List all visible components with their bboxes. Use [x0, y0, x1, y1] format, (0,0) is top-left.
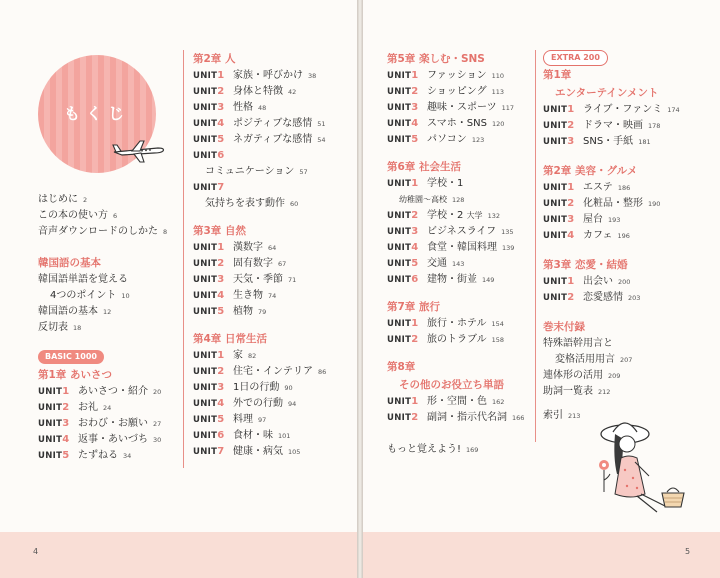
- page-ref: 196: [617, 232, 630, 240]
- unit-entry[interactable]: [193, 116, 353, 132]
- page-ref: 190: [648, 200, 661, 208]
- unit-entry[interactable]: [193, 364, 353, 380]
- footer-band: [363, 532, 720, 578]
- unit-tag: UNIT7: [193, 446, 225, 457]
- entry-label: 助詞一覧表: [543, 386, 593, 397]
- toc-entry[interactable]: [543, 336, 719, 352]
- page-ref: 186: [617, 184, 631, 192]
- unit-entry[interactable]: [193, 428, 353, 444]
- unit-tag: UNIT5: [193, 134, 225, 145]
- chapter-subtitle: その他のお役立ち単語: [399, 379, 504, 391]
- unit-tag: UNIT3: [387, 102, 419, 113]
- page-ref: 117: [501, 104, 515, 112]
- entry-label: 固有数字: [233, 258, 273, 269]
- toc-entry[interactable]: [38, 224, 178, 240]
- entry-label: もっと覚えよう!: [387, 444, 462, 455]
- unit-entry[interactable]: [38, 432, 178, 448]
- unit-entry[interactable]: [38, 384, 178, 400]
- page-ref: 209: [608, 372, 621, 380]
- unit-entry[interactable]: [387, 132, 537, 148]
- unit-tag: UNIT5: [38, 450, 70, 461]
- toc-entry[interactable]: [38, 304, 178, 320]
- page-ref: 154: [491, 320, 504, 328]
- unit-tag: UNIT1: [387, 318, 419, 329]
- unit-entry[interactable]: [193, 444, 353, 460]
- unit-tag: UNIT1: [543, 182, 575, 193]
- unit-entry[interactable]: [193, 412, 353, 428]
- page-ref: 143: [452, 260, 465, 268]
- unit-entry[interactable]: [387, 68, 537, 84]
- page-ref: 132: [487, 212, 500, 220]
- unit-entry[interactable]: [543, 290, 719, 306]
- unit-tag: UNIT2: [543, 120, 575, 131]
- page-ref: 64: [268, 244, 277, 252]
- basic-badge: BASIC 1000: [38, 350, 104, 364]
- entry-label: 化粧品・整形: [583, 198, 643, 209]
- page-ref: 169: [466, 446, 479, 454]
- unit-entry[interactable]: [193, 288, 353, 304]
- page-ref: 82: [248, 352, 257, 360]
- page-ref: 6: [113, 212, 118, 220]
- unit-entry[interactable]: [193, 396, 353, 412]
- entry-label: 外での行動: [233, 398, 283, 409]
- page-ref: 174: [667, 106, 680, 114]
- page-ref: 34: [123, 452, 132, 460]
- page-ref: 158: [491, 336, 505, 344]
- unit-entry[interactable]: [387, 100, 537, 116]
- page-ref: 86: [318, 368, 327, 376]
- unit-tag: UNIT1: [543, 104, 575, 115]
- page-ref: 20: [153, 388, 162, 396]
- page-ref: 71: [288, 276, 297, 284]
- entry-label: コミュニケーション: [205, 166, 295, 177]
- unit-tag: UNIT4: [387, 118, 419, 129]
- entry-label: 料理: [233, 414, 253, 425]
- entry-label: 気持ちを表す動作: [205, 198, 285, 209]
- unit-tag: UNIT4: [193, 118, 225, 129]
- page-ref: 135: [501, 228, 514, 236]
- unit-tag: UNIT2: [38, 402, 70, 413]
- entry-label: 交通: [427, 258, 447, 269]
- page-ref: 10: [121, 292, 130, 300]
- unit-tag: UNIT4: [387, 242, 419, 253]
- entry-label: 1日の行動: [233, 382, 280, 393]
- chapter-title: 第4章 日常生活: [193, 333, 267, 345]
- toc-entry[interactable]: [38, 320, 178, 336]
- unit-entry[interactable]: [387, 394, 537, 410]
- entry-label: 特殊語幹用言と: [543, 338, 613, 349]
- page-ref: 213: [568, 412, 581, 420]
- unit-tag: UNIT3: [543, 136, 575, 147]
- page-ref: 149: [482, 276, 495, 284]
- unit-entry[interactable]: [387, 316, 537, 332]
- page-ref: 207: [620, 356, 633, 364]
- page-ref: 193: [608, 216, 621, 224]
- entry-label: 旅行・ホテル: [427, 318, 487, 329]
- unit-entry[interactable]: [543, 118, 719, 134]
- unit-tag: UNIT1: [38, 386, 70, 397]
- unit-tag: UNIT1: [387, 70, 419, 81]
- entry-label: 学校・1: [427, 178, 464, 189]
- section-heading: 韓国語の基本: [38, 257, 101, 269]
- entry-label: 恋愛感情: [583, 292, 623, 303]
- entry-label: 家族・呼びかけ: [233, 70, 303, 81]
- toc-entry[interactable]: [543, 368, 719, 384]
- unit-tag: UNIT4: [193, 398, 225, 409]
- page-ref: 113: [491, 88, 505, 96]
- unit-entry-continued[interactable]: [193, 164, 353, 180]
- page-ref: 12: [103, 308, 112, 316]
- right-page: [363, 0, 720, 578]
- unit-entry[interactable]: [193, 148, 353, 164]
- extra-badge: EXTRA 200: [543, 50, 608, 66]
- column-divider: [183, 50, 184, 468]
- entry-label: ファッション: [427, 70, 487, 81]
- unit-tag: UNIT3: [193, 274, 225, 285]
- page-ref: 79: [258, 308, 267, 316]
- entry-label: 索引: [543, 410, 563, 421]
- unit-entry[interactable]: [543, 196, 719, 212]
- entry-label: 変格活用用言: [555, 354, 615, 365]
- entry-label: ドラマ・映画: [583, 120, 643, 131]
- page-ref: 18: [73, 324, 82, 332]
- unit-tag: UNIT5: [387, 258, 419, 269]
- unit-entry[interactable]: [387, 208, 537, 224]
- unit-entry[interactable]: [193, 272, 353, 288]
- entry-label: パソコン: [427, 134, 467, 145]
- entry-label: お礼: [78, 402, 98, 413]
- basket-bag-icon: [659, 484, 687, 508]
- toc-entry[interactable]: [38, 192, 178, 208]
- entry-label: 旅のトラブル: [427, 334, 487, 345]
- chapter-title: 第1章: [543, 69, 572, 81]
- page-ref: 90: [284, 384, 293, 392]
- entry-label: エステ: [583, 182, 613, 193]
- unit-entry[interactable]: [387, 332, 537, 348]
- entry-label: スマホ・SNS: [427, 118, 487, 129]
- unit-tag: UNIT2: [387, 210, 419, 221]
- page-ref: 203: [628, 294, 641, 302]
- left-page: [0, 0, 357, 578]
- unit-tag: UNIT5: [193, 414, 225, 425]
- unit-tag: UNIT3: [387, 226, 419, 237]
- page-ref: 178: [648, 122, 661, 130]
- entry-label: 趣味・スポーツ: [427, 102, 497, 113]
- unit-entry[interactable]: [543, 180, 719, 196]
- unit-entry[interactable]: [193, 348, 353, 364]
- entry-label: ライブ・ファンミ: [583, 104, 663, 115]
- unit-tag: UNIT6: [193, 150, 225, 161]
- unit-tag: UNIT2: [387, 86, 419, 97]
- entry-label: 家: [233, 350, 243, 361]
- page-ref: 166: [512, 414, 525, 422]
- entry-label: 住宅・インテリア: [233, 366, 313, 377]
- entry-label: あいさつ・紹介: [78, 386, 148, 397]
- entry-label: 連体形の活用: [543, 370, 603, 381]
- toc-entry[interactable]: [38, 272, 178, 288]
- unit-entry[interactable]: [543, 134, 719, 150]
- toc-entry[interactable]: [387, 442, 537, 458]
- airplane-icon: [110, 138, 166, 164]
- entry-label: SNS・手紙: [583, 136, 634, 147]
- toc-chapters-column: [387, 50, 537, 458]
- entry-label: 性格: [233, 102, 253, 113]
- chapter-title: 第7章 旅行: [387, 301, 440, 313]
- page-ref: 8: [163, 228, 168, 236]
- page-ref: 110: [491, 72, 505, 80]
- toc-extra-column: [543, 50, 719, 424]
- toc-intro-column: [38, 192, 178, 464]
- entry-label: たずねる: [78, 450, 118, 461]
- page-ref: 94: [288, 400, 297, 408]
- unit-tag: UNIT3: [543, 214, 575, 225]
- entry-label: 副詞・指示代名詞: [427, 412, 507, 423]
- page-ref: 67: [278, 260, 287, 268]
- page-ref: 54: [317, 136, 326, 144]
- flower-icon: [595, 458, 613, 494]
- page-ref: 162: [492, 398, 505, 406]
- unit-tag: UNIT1: [387, 178, 419, 189]
- chapter-title: 第6章 社会生活: [387, 161, 461, 173]
- unit-entry-continued[interactable]: [193, 196, 353, 212]
- unit-tag: UNIT2: [387, 334, 419, 345]
- unit-tag: UNIT2: [193, 258, 225, 269]
- entry-label: 学校・2: [427, 210, 464, 221]
- entry-label: 植物: [233, 306, 253, 317]
- page-number: 4: [33, 547, 39, 556]
- entry-label: おわび・お願い: [78, 418, 148, 429]
- chapter-subtitle: エンターテインメント: [555, 87, 659, 99]
- page-number: 5: [685, 547, 691, 556]
- unit-entry[interactable]: [387, 176, 537, 192]
- unit-tag: UNIT2: [193, 366, 225, 377]
- page-ref: 60: [290, 200, 299, 208]
- toc-entry-continued[interactable]: [543, 352, 719, 368]
- entry-label: ネガティブな感情: [233, 134, 313, 145]
- unit-entry[interactable]: [387, 256, 537, 272]
- unit-entry[interactable]: [193, 68, 353, 84]
- page-ref: 139: [502, 244, 515, 252]
- entry-label: この本の使い方: [38, 210, 108, 221]
- unit-tag: UNIT2: [387, 412, 419, 423]
- page-ref: 212: [598, 388, 611, 396]
- unit-tag: UNIT5: [387, 134, 419, 145]
- unit-entry[interactable]: [543, 212, 719, 228]
- chapter-title: 第3章 恋愛・結婚: [543, 259, 628, 271]
- unit-tag: UNIT1: [193, 70, 225, 81]
- unit-tag: UNIT2: [543, 198, 575, 209]
- chapter-title: 第2章 人: [193, 53, 236, 65]
- page-ref: 128: [452, 196, 465, 204]
- unit-tag: UNIT1: [193, 242, 225, 253]
- entry-label: 韓国語単語を覚える: [38, 274, 128, 285]
- page-ref: 74: [268, 292, 277, 300]
- unit-entry[interactable]: [387, 84, 537, 100]
- page-ref: 105: [288, 448, 301, 456]
- entry-label: 4つのポイント: [50, 290, 117, 301]
- page-ref: 38: [308, 72, 317, 80]
- unit-entry[interactable]: [193, 132, 353, 148]
- entry-label: はじめに: [38, 194, 78, 205]
- appendix-title: 巻末付録: [543, 321, 585, 333]
- unit-entry[interactable]: [38, 448, 178, 464]
- chapter-title: 第5章 楽しむ・SNS: [387, 53, 485, 65]
- entry-label: 返事・あいづち: [78, 434, 148, 445]
- entry-label: 音声ダウンロードのしかた: [38, 226, 158, 237]
- page-ref: 181: [638, 138, 651, 146]
- unit-tag: UNIT3: [38, 418, 70, 429]
- unit-entry[interactable]: [387, 240, 537, 256]
- page-ref: 42: [288, 88, 297, 96]
- unit-entry[interactable]: [387, 116, 537, 132]
- page-ref: 51: [317, 120, 326, 128]
- page-title: もくじ: [63, 104, 130, 123]
- chapter-title: 第1章 あいさつ: [38, 369, 112, 381]
- toc-entry[interactable]: [38, 208, 178, 224]
- unit-entry[interactable]: [543, 102, 719, 118]
- unit-entry[interactable]: [193, 100, 353, 116]
- unit-tag: UNIT6: [193, 430, 225, 441]
- page-ref: 200: [618, 278, 631, 286]
- unit-entry[interactable]: [387, 410, 537, 426]
- unit-entry-continued[interactable]: [387, 192, 537, 208]
- unit-entry[interactable]: [38, 400, 178, 416]
- column-divider: [535, 50, 536, 442]
- entry-label: 食堂・韓国料理: [427, 242, 497, 253]
- entry-label: 食材・味: [233, 430, 273, 441]
- entry-label: ショッピング: [427, 86, 487, 97]
- unit-entry[interactable]: [193, 256, 353, 272]
- unit-tag: UNIT2: [193, 86, 225, 97]
- unit-entry[interactable]: [38, 416, 178, 432]
- unit-entry[interactable]: [193, 240, 353, 256]
- unit-entry[interactable]: [387, 224, 537, 240]
- entry-label: 身体と特徴: [233, 86, 283, 97]
- entry-label: 屋台: [583, 214, 603, 225]
- unit-entry[interactable]: [543, 274, 719, 290]
- unit-tag: UNIT6: [387, 274, 419, 285]
- page-ref: 57: [299, 168, 308, 176]
- unit-tag: UNIT4: [38, 434, 70, 445]
- footer-band: [0, 532, 357, 578]
- toc-entry[interactable]: [543, 384, 719, 400]
- unit-tag: UNIT1: [193, 350, 225, 361]
- unit-tag: UNIT4: [543, 230, 575, 241]
- unit-entry[interactable]: [193, 84, 353, 100]
- page-ref: 97: [258, 416, 267, 424]
- unit-tag: UNIT3: [193, 382, 225, 393]
- unit-entry[interactable]: [387, 272, 537, 288]
- unit-tag: UNIT3: [193, 102, 225, 113]
- entry-label: 健康・病気: [233, 446, 283, 457]
- unit-tag: UNIT1: [387, 396, 419, 407]
- page-ref: 123: [471, 136, 485, 144]
- toc-chapters-column: [193, 50, 353, 460]
- unit-tag: UNIT5: [193, 306, 225, 317]
- unit-entry[interactable]: [193, 304, 353, 320]
- page-ref: 30: [153, 436, 162, 444]
- unit-tag: UNIT1: [543, 276, 575, 287]
- entry-label: 漢数字: [233, 242, 263, 253]
- unit-entry[interactable]: [193, 180, 353, 196]
- chapter-title: 第3章 自然: [193, 225, 246, 237]
- page-ref: 24: [103, 404, 112, 412]
- entry-label: 天気・季節: [233, 274, 283, 285]
- entry-label: ポジティブな感情: [233, 118, 313, 129]
- entry-label: 反切表: [38, 322, 68, 333]
- toc-entry-continued[interactable]: [38, 288, 178, 304]
- page-ref: 101: [278, 432, 291, 440]
- entry-label: 形・空間・色: [427, 396, 487, 407]
- unit-tag: UNIT2: [543, 292, 575, 303]
- entry-label: カフェ: [583, 230, 613, 241]
- unit-tag: UNIT7: [193, 182, 225, 193]
- entry-sublabel: 幼稚園〜高校: [399, 195, 447, 204]
- chapter-title: 第2章 美容・グルメ: [543, 165, 638, 177]
- chapter-title: 第8章: [387, 361, 416, 373]
- page-ref: 120: [491, 120, 505, 128]
- unit-tag: UNIT4: [193, 290, 225, 301]
- unit-entry[interactable]: [543, 228, 719, 244]
- entry-label: ビジネスライフ: [427, 226, 497, 237]
- page-ref: 2: [83, 196, 88, 204]
- page-ref: 27: [153, 420, 162, 428]
- entry-label: 出会い: [583, 276, 613, 287]
- page-ref: 48: [258, 104, 267, 112]
- entry-label: 韓国語の基本: [38, 306, 98, 317]
- entry-label: 建物・街並: [427, 274, 477, 285]
- entry-label: 生き物: [233, 290, 263, 301]
- unit-entry[interactable]: [193, 380, 353, 396]
- entry-sublabel: 大学: [466, 211, 483, 220]
